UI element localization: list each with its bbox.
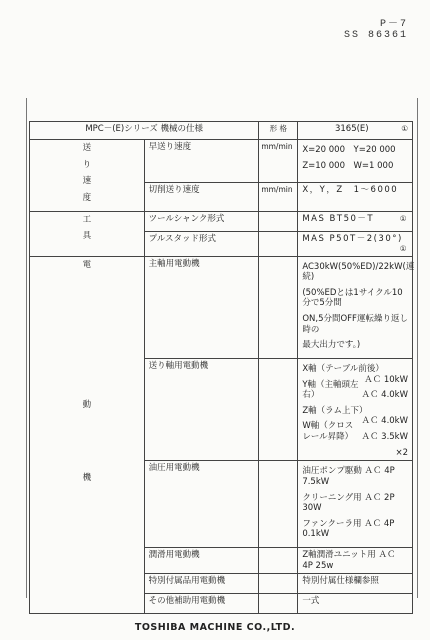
- item-spindle-motor: 主軸用電動機: [144, 256, 259, 358]
- item-pull-stud: プルスタッド形式: [144, 231, 259, 256]
- document-code: SS 86361: [343, 30, 408, 41]
- category-feed-speed: 送 り 速 度: [30, 140, 145, 212]
- unit-empty: [259, 548, 298, 574]
- unit-empty: [259, 594, 298, 614]
- unit-empty: [259, 256, 298, 358]
- unit-empty: [259, 574, 298, 594]
- value-lubrication-motor: Z軸潤滑ユニット用 ＡＣ 4P 25w: [298, 548, 413, 574]
- table-row: [30, 140, 413, 183]
- page-number: P－7: [379, 19, 408, 30]
- unit-rapid: mm/min: [259, 140, 298, 183]
- item-attachment-motor: 特別付属品用電動機: [144, 574, 259, 594]
- item-lubrication-motor: 潤滑用電動機: [144, 548, 259, 574]
- value-pull-stud: MAS P50T－2(30°) ①: [298, 231, 413, 256]
- unit-cutting: mm/min: [259, 182, 298, 211]
- item-hydraulic-motor: 油圧用電動機: [144, 461, 259, 548]
- revision-mark: ①: [401, 124, 408, 133]
- unit-empty: [259, 231, 298, 256]
- model-cell: [298, 122, 413, 140]
- value-spindle-motor: AC30kW(50%ED)/22kW(連続) (50%EDとは1サイクル10分で5分間 ON,5分間OFF運転繰り返し時の 最大出力です。): [298, 256, 413, 358]
- model-value: 3165(E): [334, 124, 369, 134]
- table-row: [30, 256, 413, 358]
- spec-table: [29, 121, 413, 614]
- category-tool: 工 具: [30, 211, 145, 256]
- item-feed-axis-motor: 送り軸用電動機: [144, 358, 259, 460]
- value-tool-shank: MAS BT50－T ①: [298, 211, 413, 231]
- category-motor: 電 動 機: [30, 256, 145, 614]
- item-rapid-traverse: 早送り速度: [144, 140, 259, 183]
- spec-sheet: [29, 121, 415, 607]
- value-hydraulic-motor: 油圧ポンプ駆動 ＡＣ 4P 7.5kW クリーニング用 ＡＣ 2P 30W ファンクーラ用 ＡＣ 4P 0.1kW: [298, 461, 413, 548]
- company-name: TOSHIBA MACHINE CO.,LTD.: [134, 622, 296, 633]
- value-auxiliary-motor: 一式: [298, 594, 413, 614]
- table-title: MPC－(E)シリーズ 機械の仕様: [30, 122, 259, 140]
- unit-empty: [259, 461, 298, 548]
- table-row: [30, 211, 413, 231]
- value-attachment-motor: 特別付属仕様欄参照: [298, 574, 413, 594]
- value-cutting: X，Y，Z 1～6000: [298, 182, 413, 211]
- unit-empty: [259, 211, 298, 231]
- table-header-row: [30, 122, 413, 140]
- unit-empty: [259, 358, 298, 460]
- item-auxiliary-motor: その他補助用電動機: [144, 594, 259, 614]
- item-cutting-feed: 切削送り速度: [144, 182, 259, 211]
- value-rapid: X=20 000 Y=20 000 Z=10 000 W=1 000: [298, 140, 413, 183]
- model-label: 形 格: [259, 122, 298, 140]
- value-feed-axis-motor: X軸（テーブル前後） ＡＣ 10kW Y軸（主軸頭左右） ＡＣ 4.0kW Z軸（ラム上下） ＡＣ 4.0kW W軸（クロスレール昇降） ＡＣ 3.5kW ×2: [298, 358, 413, 460]
- item-tool-shank: ツールシャンク形式: [144, 211, 259, 231]
